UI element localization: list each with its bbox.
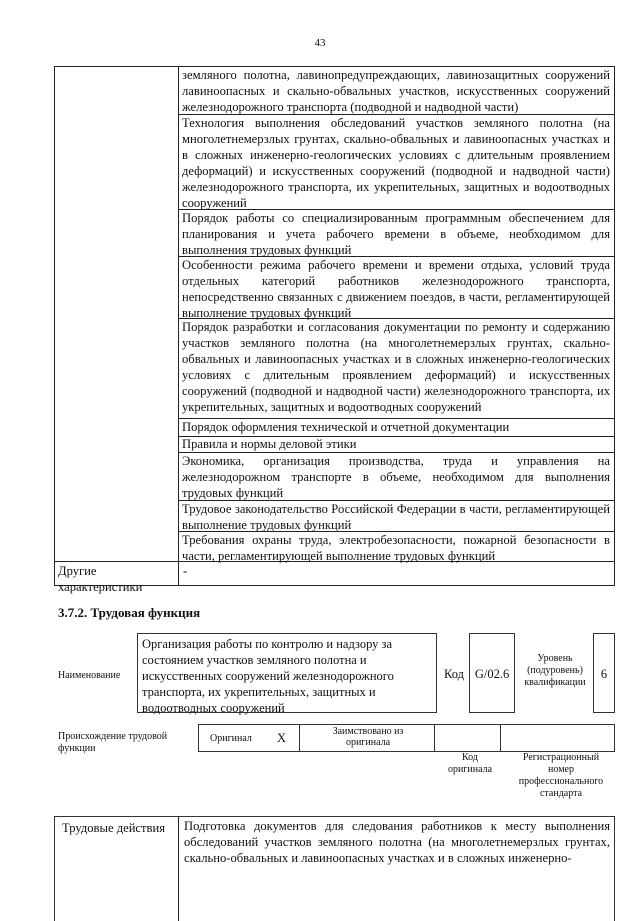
code-value: G/02.6: [474, 667, 510, 681]
knowledge-row: Технология выполнения обследований участков земляного полотна (на многолетнемерзлых грунтах, скально-обвальных и лавиноопасных участках и в сложных инженерно-геологических условиях с длительным проявлением деформаций) и искусственных сооружений (подводной и надводной части) железнодорожного транспорта, их укрепительных, защитных и водоотводных сооружений: [182, 116, 610, 210]
function-name-value: Организация работы по контролю и надзору за состоянием участков земляного полотна и искусственных сооружений железнодорожного транспорта, их укрепительных, защитных и водоотводных сооружений: [142, 637, 394, 715]
knowledge-row: земляного полотна, лавинопредупреждающих, лавинозащитных сооружений лавиноопасных и скально-обвальных участков, искусственных сооружений железнодорожного транспорта (подводной и надводной части): [182, 68, 610, 114]
original-mark: X: [277, 731, 287, 745]
origin-divider: [299, 724, 300, 752]
level-value: 6: [600, 667, 608, 681]
original-label: Оригинал: [210, 733, 252, 744]
other-characteristics-label: Другие характеристики: [58, 564, 143, 594]
origin-divider: [434, 724, 435, 752]
origin-divider: [500, 724, 501, 752]
knowledge-row: Правила и нормы деловой этики: [182, 437, 357, 451]
labor-actions-label: Трудовые действия: [62, 821, 166, 835]
knowledge-row: Порядок работы со специализированным программным обеспечением для планирования и учета рабочего времени в объеме, необходимом для выполнения трудовых функций: [182, 211, 610, 257]
code-label: Код: [444, 667, 464, 681]
knowledge-row: Порядок разработки и согласования документации по ремонту и содержанию участков земляного полотна (на многолетнемерзлых грунтах, скально-обвальных и лавиноопасных участках и в сложных инженерно-геологических условиях с длительным проявлением деформаций) и искусственных сооружений (подводной и надводной части) железнодорожного транспорта, их укрепительных, защитных и водоотводных сооружений: [182, 320, 610, 414]
knowledge-row: Особенности режима рабочего времени и времени отдыха, условий труда отдельных категорий работников железнодорожного транспорта, непосредственно связанных с движением поездов, в части, регламентирующей выполнение трудовых функций: [182, 258, 610, 320]
page-number: 43: [314, 37, 326, 49]
regnum-caption: Регистрационный номер профессионального стандарта: [518, 752, 604, 799]
code-original-caption: Код оригинала: [447, 752, 493, 775]
section-heading: 3.7.2. Трудовая функция: [58, 605, 201, 620]
level-box: [593, 633, 615, 713]
origin-label: Происхождение трудовой функции: [58, 731, 168, 754]
labor-actions-divider: [178, 816, 179, 921]
level-label: Уровень (подуровень) квалификации: [524, 653, 586, 688]
function-name-box: [137, 633, 437, 713]
knowledge-row: Трудовое законодательство Российской Федерации в части, регламентирующей выполнение трудовых функций: [182, 502, 610, 532]
code-box: [469, 633, 515, 713]
labor-actions-text: Подготовка документов для следования работников к месту выполнения обследований участков земляного полотна (на многолетнемерзлых грунтах, скально-обвальных и лавиноопасных участках и в сложных инженерно-: [184, 819, 610, 865]
knowledge-row: Экономика, организация производства, труда и управления на железнодорожном транспорте в объеме, необходимом для выполнения трудовых функций: [182, 454, 610, 500]
knowledge-row: Требования охраны труда, электробезопасности, пожарной безопасности в части, регламентирующей выполнение трудовых функций: [182, 533, 610, 563]
knowledge-row: Порядок оформления технической и отчетной документации: [182, 420, 510, 434]
knowledge-table-divider: [178, 66, 179, 586]
borrowed-label: Заимствовано из оригинала: [332, 726, 404, 748]
other-characteristics-value: -: [183, 564, 188, 578]
name-label: Наименование: [58, 670, 121, 681]
